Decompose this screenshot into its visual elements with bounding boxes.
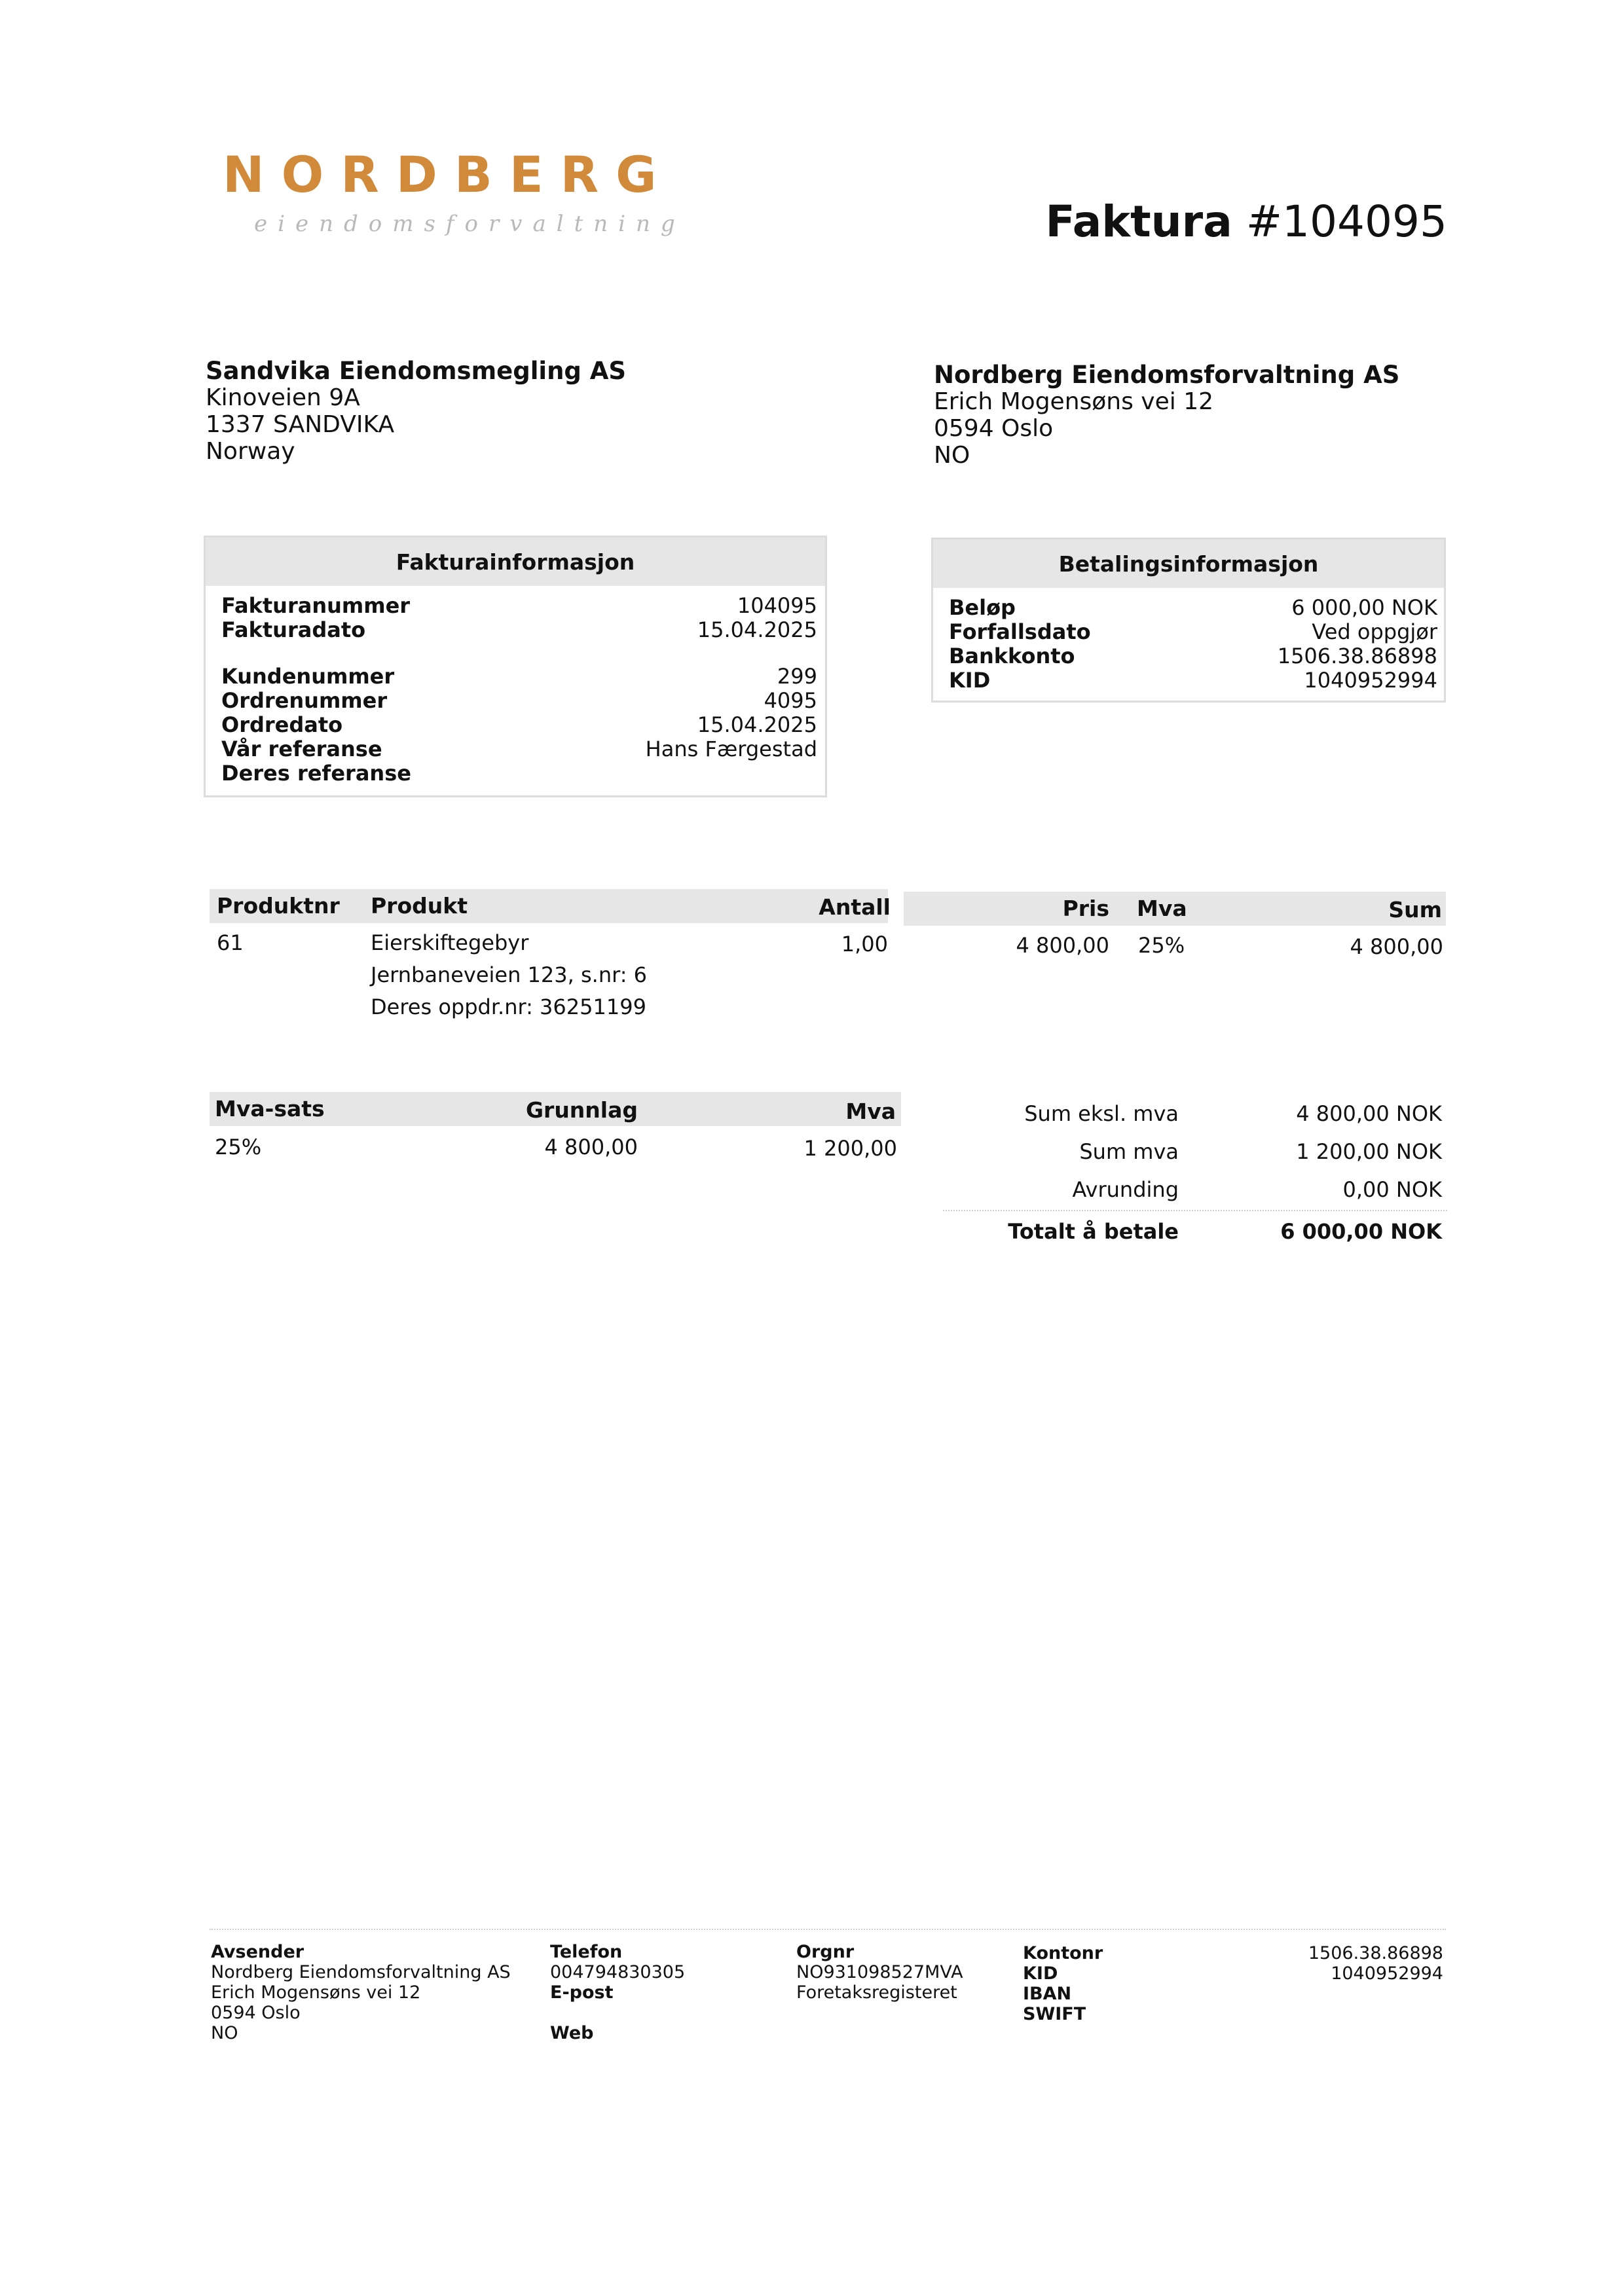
items-header-nr: Produktnr <box>217 893 340 919</box>
vat-header-base: Grunnlag <box>525 1097 638 1123</box>
payment-info-label: KID <box>949 668 991 693</box>
invoice-info-label: Kundenummer <box>221 664 395 689</box>
total-label: Sum eksl. mva <box>1024 1101 1179 1126</box>
invoice-info-label: Vår referanse <box>221 737 382 761</box>
footer-org <box>796 1942 963 2003</box>
invoice-info-row <box>221 737 817 761</box>
company-logo-wordmark: NORDBERG <box>223 145 674 204</box>
item-nr: 61 <box>217 930 244 955</box>
total-label: Avrunding <box>1072 1177 1179 1202</box>
invoice-info-value: 15.04.2025 <box>697 617 817 642</box>
invoice-info-label: Ordrenummer <box>221 688 388 713</box>
sender-line: 0594 Oslo <box>934 415 1054 442</box>
footer-account-label: KID <box>1023 1963 1058 1984</box>
invoice-info-value: 299 <box>777 664 817 689</box>
total-label: Sum mva <box>1079 1139 1179 1164</box>
footer-sender-line: Erich Mogensøns vei 12 <box>211 1982 421 2003</box>
payment-info-label: Beløp <box>949 595 1016 620</box>
recipient-line: Kinoveien 9A <box>206 384 360 411</box>
company-logo-tagline: eiendomsforvaltning <box>254 211 686 237</box>
footer-account-values <box>1308 1943 1443 1984</box>
item-qty: 1,00 <box>841 932 888 957</box>
invoice-title <box>1045 196 1447 247</box>
payment-info-row <box>949 644 1437 668</box>
payment-info-row <box>949 620 1437 644</box>
invoice-info-value: 15.04.2025 <box>697 712 817 737</box>
payment-info-row <box>949 596 1437 620</box>
footer-account-label: SWIFT <box>1023 2004 1086 2024</box>
item-vat: 25% <box>1138 933 1185 958</box>
footer-org-register: Foretaksregisteret <box>796 1982 957 2003</box>
items-header-vat: Mva <box>1137 896 1187 921</box>
footer-account-label: Kontonr <box>1023 1943 1103 1963</box>
payment-info-row <box>949 668 1437 693</box>
footer-phone-label: Telefon <box>550 1942 623 1962</box>
recipient-name: Sandvika Eiendomsmegling AS <box>206 357 627 385</box>
grand-total-value: 6 000,00 NOK <box>1280 1219 1442 1244</box>
item-sum: 4 800,00 <box>1350 934 1443 959</box>
invoice-info-value: Hans Færgestad <box>645 737 817 761</box>
items-header-product: Produkt <box>371 893 468 919</box>
invoice-info-value: 4095 <box>764 688 817 713</box>
sender-name: Nordberg Eiendomsforvaltning AS <box>934 361 1400 389</box>
total-value: 0,00 NOK <box>1342 1177 1442 1202</box>
recipient-line: Norway <box>206 438 295 465</box>
footer-divider <box>210 1929 1446 1930</box>
invoice-info-row <box>221 713 817 737</box>
footer-account-value: 1040952994 <box>1331 1963 1443 1984</box>
recipient-line: 1337 SANDVIKA <box>206 411 395 438</box>
vat-rate: 25% <box>215 1135 262 1159</box>
item-product-detail: Jernbaneveien 123, s.nr: 6 <box>371 962 647 987</box>
footer-sender-line: Nordberg Eiendomsforvaltning AS <box>211 1962 511 1982</box>
invoice-info-value: 104095 <box>737 593 817 618</box>
footer-contact <box>550 1942 685 2043</box>
footer-org-label: Orgnr <box>796 1942 855 1962</box>
payment-info-box <box>931 538 1446 702</box>
sender-address <box>934 361 1399 469</box>
footer-org-value: NO931098527MVA <box>796 1962 963 1982</box>
footer-web-label: Web <box>550 2023 594 2043</box>
item-product-name: Eierskiftegebyr <box>371 930 529 955</box>
sender-line: Erich Mogensøns vei 12 <box>934 388 1214 415</box>
payment-info-value: 1040952994 <box>1304 668 1437 693</box>
footer-phone-value: 004794830305 <box>550 1962 686 1982</box>
footer-sender-line: 0594 Oslo <box>211 2003 301 2023</box>
invoice-info-label: Ordredato <box>221 712 343 737</box>
invoice-info-row <box>221 689 817 713</box>
invoice-title-label: Faktura <box>1045 196 1232 247</box>
footer-email-label: E-post <box>550 1982 614 2003</box>
footer-sender-heading: Avsender <box>211 1942 304 1962</box>
item-price: 4 800,00 <box>1016 933 1109 958</box>
payment-info-value: 1506.38.86898 <box>1277 644 1437 668</box>
total-value: 4 800,00 NOK <box>1296 1101 1442 1126</box>
invoice-info-row <box>221 618 817 642</box>
invoice-info-row <box>221 665 817 689</box>
invoice-info-box <box>204 536 827 797</box>
footer-sender <box>211 1942 511 2043</box>
vat-base: 4 800,00 <box>544 1135 638 1159</box>
payment-info-label: Bankkonto <box>949 644 1075 668</box>
items-header-sum: Sum <box>1388 897 1442 922</box>
invoice-info-row <box>221 594 817 618</box>
invoice-info-label: Fakturanummer <box>221 593 411 618</box>
vat-amount: 1 200,00 <box>803 1136 897 1161</box>
grand-total-label: Totalt å betale <box>1008 1219 1179 1244</box>
footer-account-value: 1506.38.86898 <box>1308 1943 1443 1963</box>
items-header-qty: Antall <box>819 894 891 920</box>
invoice-title-number: #104095 <box>1246 196 1447 247</box>
footer-sender-line: NO <box>211 2023 238 2043</box>
payment-info-label: Forfallsdato <box>949 619 1091 644</box>
total-value: 1 200,00 NOK <box>1296 1139 1442 1164</box>
footer-account-labels <box>1023 1943 1103 2024</box>
item-product-detail: Deres oppdr.nr: 36251199 <box>371 994 646 1019</box>
payment-info-heading: Betalingsinformasjon <box>933 539 1444 588</box>
vat-header-vat: Mva <box>845 1099 896 1124</box>
sender-line: NO <box>934 442 970 469</box>
invoice-info-row <box>221 761 817 786</box>
totals-divider <box>943 1210 1447 1211</box>
payment-info-value: Ved oppgjør <box>1312 619 1437 644</box>
invoice-info-heading: Fakturainformasjon <box>206 538 825 586</box>
footer-account-label: IBAN <box>1023 1984 1072 2004</box>
vat-header-rate: Mva-sats <box>215 1096 325 1121</box>
recipient-address <box>206 357 626 465</box>
invoice-info-label: Deres referanse <box>221 761 411 786</box>
items-header-price: Pris <box>1062 896 1109 921</box>
invoice-info-label: Fakturadato <box>221 617 366 642</box>
payment-info-value: 6 000,00 NOK <box>1291 595 1437 620</box>
